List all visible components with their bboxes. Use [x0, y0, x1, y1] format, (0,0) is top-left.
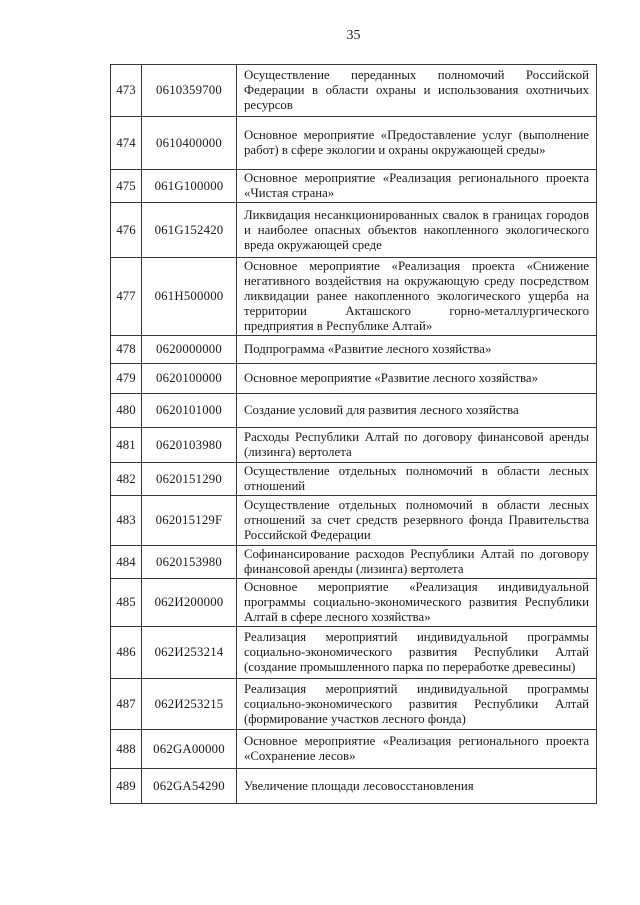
- table-row: [111, 65, 596, 117]
- row-description: [237, 579, 596, 626]
- table-row: [111, 364, 596, 394]
- row-number: 477: [111, 258, 142, 335]
- table-row: [111, 496, 596, 546]
- codes-table: [110, 64, 597, 804]
- row-description-text: Ликвидация несанкционированных свалок в границах городов и наиболее опасных объектов накопленного экологического вреда окружающей среде: [244, 207, 589, 252]
- row-number: 484: [111, 546, 142, 578]
- row-description: [237, 258, 596, 335]
- row-description-text: Подпрограмма «Развитие лесного хозяйства»: [244, 342, 492, 356]
- row-description-text: Реализация мероприятий индивидуальной программы социально-экономического развития Республики Алтай (формирование участков лесного фонда): [244, 681, 589, 726]
- row-code: 062И253214: [142, 627, 237, 678]
- row-number: 481: [111, 428, 142, 462]
- row-number: 476: [111, 203, 142, 257]
- row-description: [237, 679, 596, 729]
- row-description: [237, 627, 596, 678]
- table-row: [111, 428, 596, 463]
- row-description: [237, 394, 596, 427]
- table-row: [111, 579, 596, 627]
- table-row: [111, 170, 596, 203]
- row-number: 485: [111, 579, 142, 626]
- page-number: 35: [346, 28, 361, 43]
- row-number: 489: [111, 769, 142, 803]
- row-code: 061H500000: [142, 258, 237, 335]
- row-description: [237, 364, 596, 393]
- row-description-text: Осуществление отдельных полномочий в области лесных отношений за счет средств резервного фонда Правительства Российской Федерации: [244, 498, 589, 542]
- table-row: [111, 730, 596, 769]
- row-description-text: Расходы Республики Алтай по договору финансовой аренды (лизинга) вертолета: [244, 430, 589, 459]
- table-row: [111, 258, 596, 336]
- row-number: 474: [111, 117, 142, 169]
- row-number: 486: [111, 627, 142, 678]
- row-description-text: Осуществление переданных полномочий Российской Федерации в области охраны и использования охотничьих ресурсов: [244, 68, 589, 112]
- row-number: 488: [111, 730, 142, 768]
- row-description: [237, 428, 596, 462]
- row-description: [237, 730, 596, 768]
- row-number: 482: [111, 463, 142, 495]
- row-description: [237, 170, 596, 202]
- row-description-text: Увеличение площади лесовосстановления: [244, 778, 474, 793]
- row-code: 0610359700: [142, 65, 237, 116]
- row-description-text: Основное мероприятие «Реализация регионального проекта «Сохранение лесов»: [244, 734, 589, 763]
- row-description: [237, 117, 596, 169]
- row-code: 0610400000: [142, 117, 237, 169]
- row-code: 0620100000: [142, 364, 237, 393]
- row-number: 479: [111, 364, 142, 393]
- table-row: [111, 336, 596, 364]
- row-description: [237, 496, 596, 545]
- row-description: [237, 203, 596, 257]
- row-number: 487: [111, 679, 142, 729]
- row-code: 062И200000: [142, 579, 237, 626]
- row-description-text: Реализация мероприятий индивидуальной программы социально-экономического развития Республики Алтай (создание промышленного парка по переработке древесины): [244, 630, 589, 674]
- row-code: 0620101000: [142, 394, 237, 427]
- row-description: [237, 65, 596, 116]
- row-description: [237, 336, 596, 363]
- row-number: 478: [111, 336, 142, 363]
- row-code: 061G152420: [142, 203, 237, 257]
- table-row: [111, 627, 596, 679]
- row-description: [237, 546, 596, 578]
- table-row: [111, 463, 596, 496]
- row-description-text: Создание условий для развития лесного хозяйства: [244, 403, 519, 417]
- row-code: 062GA54290: [142, 769, 237, 803]
- row-code: 0620151290: [142, 463, 237, 495]
- row-code: 062GA00000: [142, 730, 237, 768]
- table-row: [111, 117, 596, 170]
- row-description-text: Осуществление отдельных полномочий в области лесных отношений: [244, 464, 589, 493]
- row-number: 473: [111, 65, 142, 116]
- row-number: 483: [111, 496, 142, 545]
- row-code: 0620000000: [142, 336, 237, 363]
- row-number: 480: [111, 394, 142, 427]
- row-description-text: Основное мероприятие «Реализация индивидуальной программы социально-экономического развития Республики Алтай в сфере лесного хозяйства»: [244, 580, 589, 624]
- row-number: 475: [111, 170, 142, 202]
- row-code: 0620103980: [142, 428, 237, 462]
- table-row: [111, 546, 596, 579]
- table-row: [111, 679, 596, 730]
- row-code: 062И253215: [142, 679, 237, 729]
- row-description: [237, 463, 596, 495]
- row-description-text: Основное мероприятие «Реализация регионального проекта «Чистая страна»: [244, 171, 589, 200]
- row-description-text: Основное мероприятие «Развитие лесного хозяйства»: [244, 371, 538, 385]
- row-code: 0620153980: [142, 546, 237, 578]
- row-code: 061G100000: [142, 170, 237, 202]
- row-description: [237, 769, 596, 803]
- table-row: [111, 769, 596, 803]
- row-code: 062015129F: [142, 496, 237, 545]
- table-row: [111, 203, 596, 258]
- row-description-text: Основное мероприятие «Предоставление услуг (выполнение работ) в сфере экологии и охраны окружающей среды»: [244, 128, 589, 157]
- row-description-text: Основное мероприятие «Реализация проекта «Снижение негативного воздействия на окружающую среду посредством ликвидации ранее накопленного экологического ущерба на территории Акташского горно-металлургического предприятия в Республике Алтай»: [244, 259, 589, 333]
- row-description-text: Софинансирование расходов Республики Алтай по договору финансовой аренды (лизинга) вертолета: [244, 547, 589, 576]
- table-row: [111, 394, 596, 428]
